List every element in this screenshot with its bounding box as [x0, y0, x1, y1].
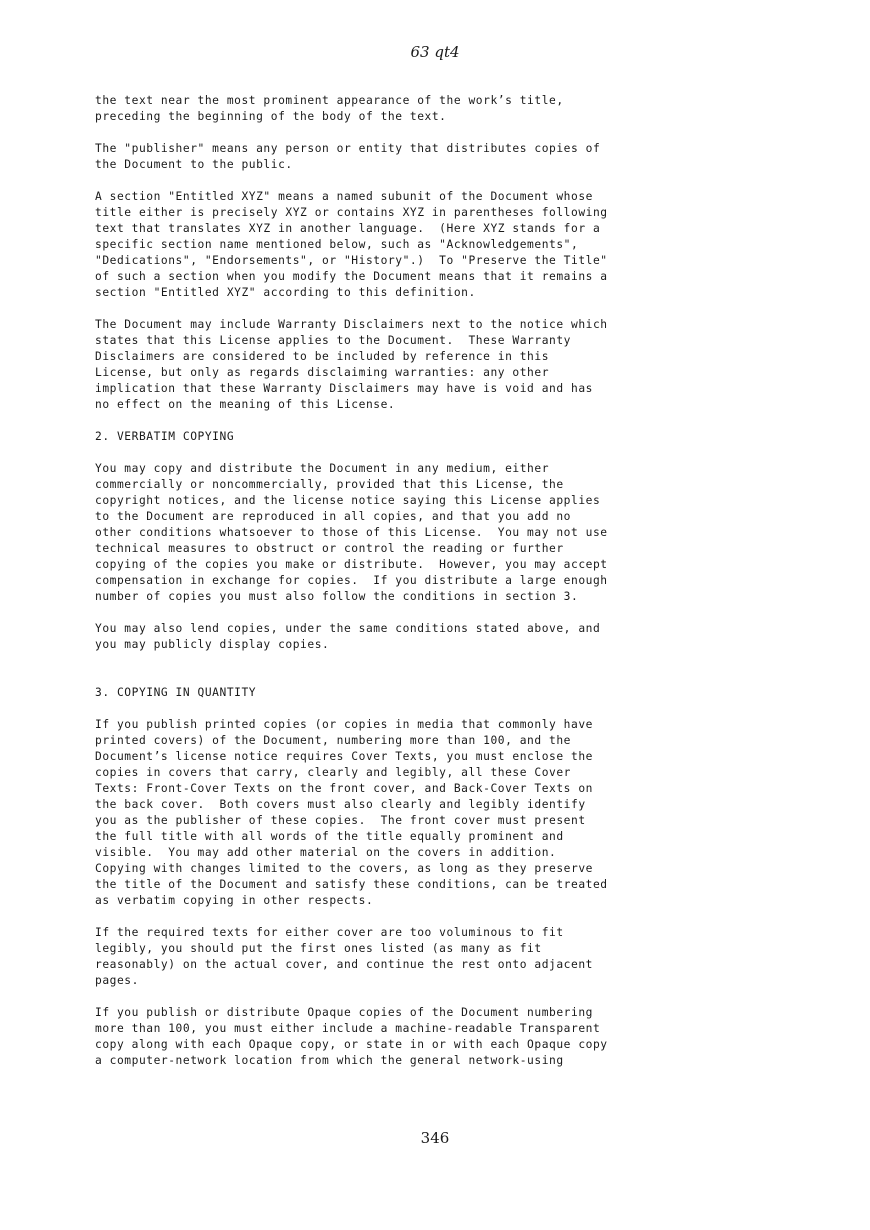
- section-gap: [95, 669, 795, 685]
- page-body: [95, 93, 795, 1085]
- section-heading-copying-in-quantity: 3. COPYING IN QUANTITY: [95, 686, 257, 699]
- paragraph-title-definition: the text near the most prominent appearance of the work’s title, preceding the beginning of the body of the text.: [95, 94, 564, 123]
- paragraph-entitled-xyz: A section "Entitled XYZ" means a named subunit of the Document whose title either is precisely XYZ or contains XYZ in parentheses following text that translates XYZ in another language. (Here XYZ stands for a specific section name mentioned below, such as "Acknowledgements", "Dedications", "Endorsements", or "History".) To "Preserve the Title" of such a section when you modify the Document means that it remains a section "Entitled XYZ" according to this definition.: [95, 190, 608, 299]
- paragraph-lend-copies: You may also lend copies, under the same conditions stated above, and you may publicly display copies.: [95, 622, 601, 651]
- page-number: 346: [420, 1129, 450, 1147]
- paragraph-warranty-disclaimers: The Document may include Warranty Disclaimers next to the notice which states that this License applies to the Document. These Warranty Disclaimers are considered to be included by reference in this License, but only as regards disclaiming warranties: any other implication that these Warranty Disclaimers may have is void and has no effect on the meaning of this License.: [95, 318, 608, 411]
- paragraph-opaque-copies: If you publish or distribute Opaque copies of the Document numbering more than 100, you must either include a machine-readable Transparent copy along with each Opaque copy, or state in or with each Opaque copy a computer-network location from which the general network-using: [95, 1006, 608, 1067]
- paragraph-voluminous-texts: If the required texts for either cover are too voluminous to fit legibly, you should put the first ones listed (as many as fit reasonably) on the actual cover, and continue the rest onto adjacent pages.: [95, 926, 593, 987]
- paragraph-publisher-definition: The "publisher" means any person or entity that distributes copies of the Document to the public.: [95, 142, 601, 171]
- running-head: 63 qt4: [410, 43, 460, 61]
- section-heading-verbatim-copying: 2. VERBATIM COPYING: [95, 430, 235, 443]
- paragraph-printed-copies: If you publish printed copies (or copies in media that commonly have printed covers) of the Document, numbering more than 100, and the Document’s license notice requires Cover Texts, you must enclose the copies in covers that carry, clearly and legibly, all these Cover Texts: Front-Cover Texts on the front cover, and Back-Cover Texts on the back cover. Both covers must also clearly and legibly identify you as the publisher of these copies. The front cover must present the full title with all words of the title equally prominent and visible. You may add other material on the covers in addition. Copying with changes limited to the covers, as long as they preserve the title of the Document and satisfy these conditions, can be treated as verbatim copying in other respects.: [95, 718, 608, 907]
- paragraph-verbatim-copying: You may copy and distribute the Document in any medium, either commercially or noncommercially, provided that this License, the copyright notices, and the license notice saying this License applies to the Document are reproduced in all copies, and that you add no other conditions whatsoever to those of this License. You may not use technical measures to obstruct or control the reading or further copying of the copies you make or distribute. However, you may accept compensation in exchange for copies. If you distribute a large enough number of copies you must also follow the conditions in section 3.: [95, 462, 608, 603]
